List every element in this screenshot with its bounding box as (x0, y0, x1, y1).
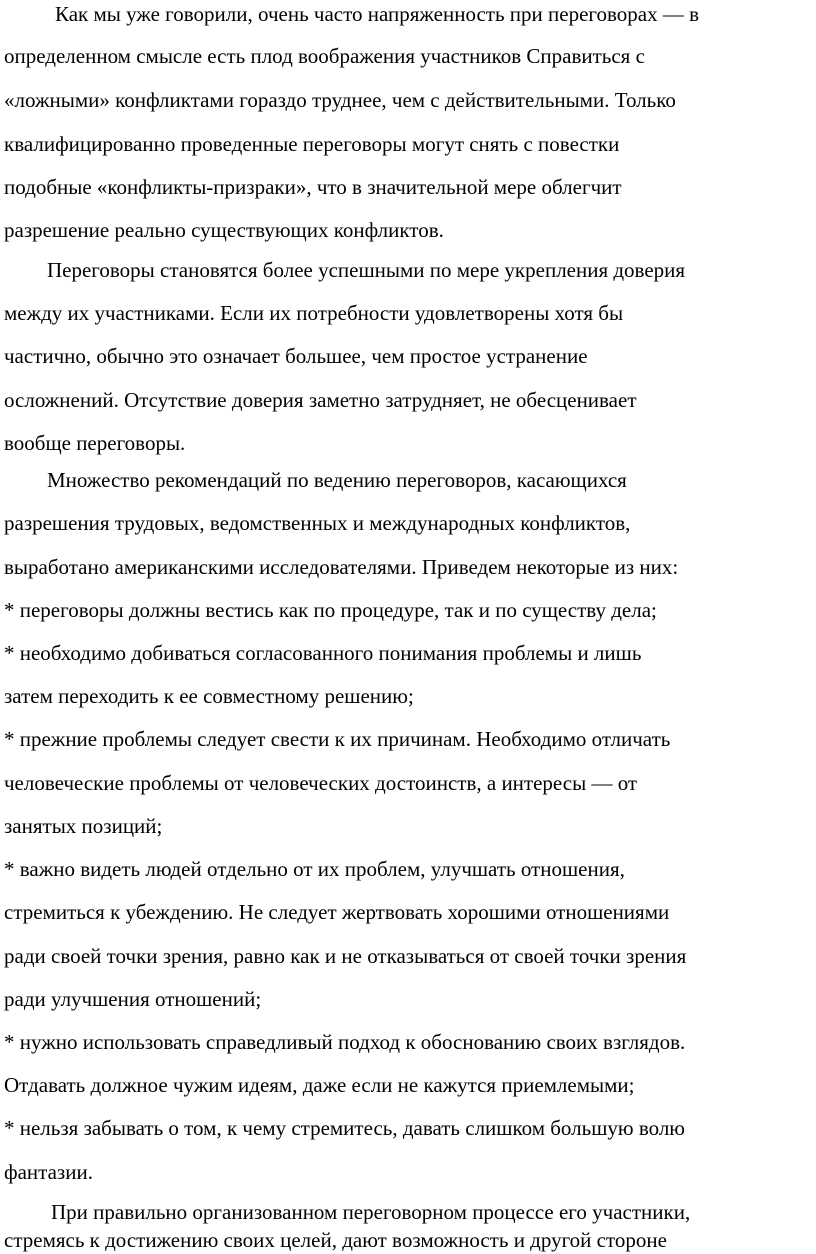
text-line: осложнений. Отсутствие доверия заметно затрудняет, не обесценивает (4, 388, 637, 412)
text-line: затем переходить к ее совместному решению; (4, 684, 414, 708)
text-line: При правильно организованном переговорном процессе его участники, (51, 1200, 691, 1224)
text-line: * нельзя забывать о том, к чему стремитесь, давать слишком большую волю (4, 1116, 685, 1140)
text-line: стремясь к достижению своих целей, дают возможность и другой стороне (4, 1228, 667, 1252)
text-line: выработано американскими исследователями. Приведем некоторые из них: (4, 555, 679, 579)
text-line: * важно видеть людей отдельно от их проблем, улучшать отношения, (4, 857, 625, 881)
text-line: Как мы уже говорили, очень часто напряженность при переговорах — в (55, 2, 700, 26)
text-line: «ложными» конфликтами гораздо труднее, чем с действительными. Только (4, 88, 676, 112)
text-line: между их участниками. Если их потребности удовлетворены хотя бы (4, 301, 624, 325)
text-line: стремиться к убеждению. Не следует жертвовать хорошими отношениями (4, 900, 670, 924)
text-line: подобные «конфликты-призраки», что в значительной мере облегчит (4, 175, 622, 199)
text-line: * переговоры должны вестись как по процедуре, так и по существу дела; (4, 598, 657, 622)
text-line: вообще переговоры. (4, 431, 186, 455)
text-line: занятых позиций; (4, 814, 163, 838)
text-line: разрешения трудовых, ведомственных и международных конфликтов, (4, 511, 631, 535)
text-line: человеческие проблемы от человеческих достоинств, а интересы — от (4, 771, 638, 795)
text-line: Переговоры становятся более успешными по мере укрепления доверия (47, 258, 686, 282)
text-line: Отдавать должное чужим идеям, даже если не кажутся приемлемыми; (4, 1073, 635, 1097)
text-line: ради улучшения отношений; (4, 987, 262, 1011)
text-line: разрешение реально существующих конфликтов. (4, 218, 444, 242)
text-line: Множество рекомендаций по ведению переговоров, касающихся (47, 468, 627, 492)
text-line: * нужно использовать справедливый подход к обоснованию своих взглядов. (4, 1030, 686, 1054)
text-line: частично, обычно это означает большее, чем простое устранение (4, 344, 588, 368)
text-line: * прежние проблемы следует свести к их причинам. Необходимо отличать (4, 727, 671, 751)
text-line: фантазии. (4, 1160, 93, 1184)
text-line: квалифицированно проведенные переговоры могут снять с повестки (4, 132, 620, 156)
text-line: ради своей точки зрения, равно как и не отказываться от своей точки зрения (4, 944, 687, 968)
text-line: * необходимо добиваться согласованного понимания проблемы и лишь (4, 641, 642, 665)
text-line: определенном смысле есть плод воображения участников Справиться с (4, 44, 645, 68)
